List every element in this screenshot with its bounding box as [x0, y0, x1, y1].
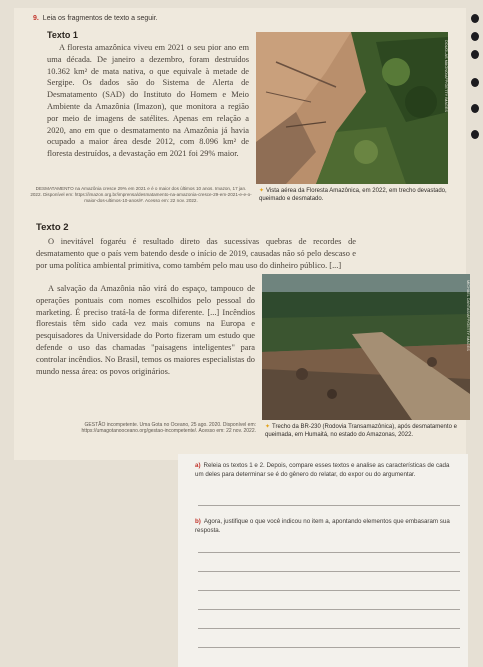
highway-landscape-illustration — [262, 274, 470, 420]
texto2-heading: Texto 2 — [36, 222, 69, 233]
star-icon: ✦ — [259, 188, 265, 194]
answer-line[interactable] — [198, 628, 460, 629]
answer-line[interactable] — [198, 590, 460, 591]
texto1-photo-credit: DOUGLAS MAGNO/AFP/GETTY IMAGES — [444, 40, 448, 112]
item-b-text: Agora, justifique o que você indicou no item a, apontando elementos que embasaram sua resposta. — [195, 518, 450, 534]
deforestation-aerial-photo — [256, 32, 448, 184]
texto1-caption — [259, 188, 449, 203]
highway-burned-photo — [262, 274, 470, 420]
texto2-source: GESTÃO incompetente. Uma Gota no Oceano, 25 ago. 2020. Disponível em: https://umagotanooceano.org/gestao-incompetente/. Acesso em: 22 nov. 2022. — [81, 422, 256, 434]
binder-hole — [471, 50, 479, 59]
binder-hole — [471, 130, 479, 139]
binder-hole — [471, 14, 479, 23]
item-b — [195, 518, 457, 535]
item-b-letter: b) — [195, 518, 201, 525]
item-a-letter: a) — [195, 462, 201, 469]
exercise-sheet — [178, 454, 468, 667]
texto2-caption — [265, 424, 461, 439]
item-a-text: Releia os textos 1 e 2. Depois, compare esses textos e analise as características de cada um deles para determinar se é do gênero do relatar, do expor ou do argumentar. — [195, 462, 450, 478]
texto1-heading: Texto 1 — [47, 30, 78, 40]
texto2-photo-credit: MICHAEL DANTAS/AFP/GETTY IMAGES — [466, 280, 470, 351]
binder-hole — [471, 78, 479, 87]
question-number: 9. — [33, 15, 39, 22]
answer-line[interactable] — [198, 505, 460, 506]
answer-line[interactable] — [198, 571, 460, 572]
answer-line[interactable] — [198, 647, 460, 648]
texto1-source: DESMATAMENTO na Amazônia cresce 29% em 2021 e é o maior dos últimos 10 anos. Imazon, 17 jan. 2022. Disponível em: https://imazon.org.br/imprensa/desmatamento-na-amazonia-cresce-29-em-2021-e-e-o-maior-dos-ultimos-10-anos/#. Acesso em: 22 nov. 2022. — [30, 186, 252, 203]
star-icon: ✦ — [265, 424, 271, 430]
texto1-caption-text: Vista aérea da Floresta Amazônica, em 2022, em trecho devastado, queimado e desmatado. — [259, 188, 447, 202]
question-header — [33, 15, 158, 22]
binder-hole — [471, 104, 479, 113]
texto1-body: A floresta amazônica viveu em 2021 o seu pior ano em uma década. De janeiro a dezembro, foram destruídos 10.362 km² de mata nativa, o que equivale à metade de Sergipe. Os dados são do Sistema de Alerta de Desmatamento (SAD) do Instituto do Homem e Meio Ambiente da Amazônia (Imazon), que monitora a região por meio de imagens de satélites. Apenas em relação a 2020, ano em que o desmatamento na Amazônia já havia ocupado a maior área desde 2012, com 8.096 km² de floresta destruídos, a devastação em 2021 foi 29% maior. — [47, 43, 249, 159]
question-prompt: Leia os fragmentos de texto a seguir. — [42, 15, 158, 22]
answer-line[interactable] — [198, 552, 460, 553]
item-a — [195, 462, 457, 479]
binder-hole — [471, 32, 479, 41]
forest-burn-illustration — [256, 32, 448, 184]
texto2-caption-text: Trecho da BR-230 (Rodovia Transamazônica), após desmatamento e queimada, em Humaitá, no estado do Amazonas, 2022. — [265, 424, 457, 438]
texto2-para2: A salvação da Amazônia não virá do espaço, tampouco de operações pontuais com nomes escolhidos pelo pessoal do marketing. É preciso tratá-la de forma diferente. [...] Incêndios florestais têm sido cada vez mais comuns na Europa e pesquisadores da Universidade do Porto fizeram um estudo que defende o uso das chamadas "paisagens inteligentes" para controlar incêndios. No Brasil, temos os maiores especialistas do mundo nessa área: os povos originários. — [36, 284, 255, 376]
answer-line[interactable] — [198, 609, 460, 610]
texto2-para1: O inevitável fogaréu é resultado direto das sucessivas quebras de recordes de desmatamento que o país vem batendo desde o início de 2019, causadas não só pelo descaso e por uma política ambiental primitiva, como também pelo mau uso do dinheiro público. [...] — [36, 237, 356, 270]
